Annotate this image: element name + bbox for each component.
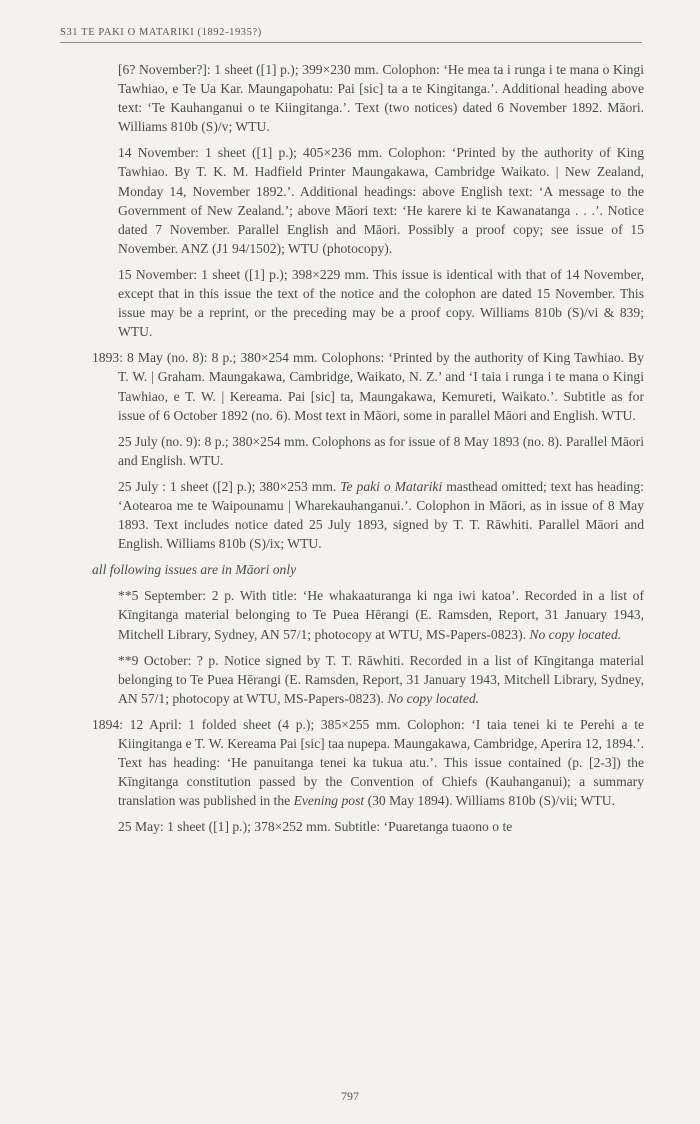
entry-text: **9 October: ? p. Notice signed by T. T. Rāwhiti. Recorded in a list of Kīngitanga material belonging to Te Puea Hērangi (E. Ramsden, Report, 31 January 1943, Mitchell Library, Sydney, AN 57/1; photocopy at WTU, MS-Papers-0823). [118,652,644,706]
entry-25-july-no9: 25 July (no. 9): 8 p.; 380×254 mm. Colophons as for issue of 8 May 1893 (no. 8). Parallel Māori and English. WTU. [118,433,644,468]
entry-text: **5 September: 2 p. With title: ‘He whakaaturanga ki nga iwi katoa’. Recorded in a list of Kīngitanga material belonging to Te Puea Hērangi (E. Ramsden, Report, 31 January 1943, Mitchell Library, Sydney, AN 57/1; photocopy at WTU, MS-Papers-0823). [118,588,644,642]
entry-text: 25 July : 1 sheet ([2] p.); 380×253 mm. [118,478,341,494]
entry-1894-12-april [92,715,644,810]
bibliography-content [92,60,644,843]
header-rule [60,42,642,43]
section-note: all following issues are in Māori only [92,562,297,578]
no-copy-note: No copy located. [529,626,622,642]
entry-text: masthead omitted; text has heading: ‘Aotearoa me te Waipounamu | Wharekauhanganui.’. Colophon in Māori, as in issue of 8 May 1893. Text includes notice dated 25 July 1893, signed by T. T. Rāwhiti. Parallel Māori and English. Williams 810b (S)/ix; WTU. [118,478,644,552]
entry-text: 1894: 12 April: 1 folded sheet (4 p.); 385×255 mm. Colophon: ‘I taia tenei ki te Perehi a te Kiingitanga e T. W. Kereama Pai [sic] taa nupepa. Maungakawa, Cambridge, Aperira 12, 1894.’. Text has heading: ‘He panuitanga tenei ka tukua atu.’. This issue contained (p. [2-3]) the Kīngitanga constitution passed by the Convention of Chiefs (Kauhanganui); a summary translation was published in the [92,716,644,809]
entry-5-september [92,586,644,643]
entry-9-october [92,651,644,708]
running-head: S31 TE PAKI O MATARIKI (1892-1935?) [60,27,262,38]
entry-15-november-1892: 15 November: 1 sheet ([1] p.); 398×229 mm. This issue is identical with that of 14 November, except that in this issue the text of the notice and the colophon are dated 15 November. This issue may be a reprint, or the preceding may be a proof copy. Williams 810b (S)/vi & 839; WTU. [118,266,644,340]
entry-25-may: 25 May: 1 sheet ([1] p.); 378×252 mm. Subtitle: ‘Puaretanga tuaono o te [118,819,513,835]
entry-25-july-sheet [92,477,644,553]
title-italic: Te paki o Matariki [340,478,443,494]
entry-1893-8-may: 1893: 8 May (no. 8): 8 p.; 380×254 mm. Colophons: ‘Printed by the authority of King Tawhiao. By T. W. | Graham. Maungakawa, Cambridge, Waikato, N. Z.’ and ‘I taia i runga i te mana o Kingi Tawhiao, e T. W. | Kereama. Pai [sic] ta, Maungakawa, Kemureti, Waikato.’. Subtitle as for issue of 6 October 1892 (no. 6). Most text in Māori, some in parallel Māori and English. WTU. [92,350,644,423]
entry-text: (30 May 1894). Williams 810b (S)/vii; WTU. [364,793,615,809]
page-number: 797 [341,1089,359,1103]
entry-14-november-1892: 14 November: 1 sheet ([1] p.); 405×236 mm. Colophon: ‘Printed by the authority of King Tawhiao. By T. K. M. Hadfield Printer Maungakawa, Cambridge Waikato. | New Zealand, Monday 14, November 1892.’. Additional headings: above English text: ‘A message to the Government of New Zealand.’; above Māori text: ‘He karere ki te Kawanatanga . . .’. Notice dated 7 November. Parallel English and Māori. Possibly a proof copy; see issue of 15 November. ANZ (J1 94/1502); WTU (photocopy). [118,145,644,256]
entry-6-november-1892: [6? November?]: 1 sheet ([1] p.); 399×230 mm. Colophon: ‘He mea ta i runga i te mana o Kingi Tawhiao, e Te Ua Kar. Maungapohatu: Pai [sic] ta a te Kingitanga.’. Additional heading above text: ‘Te Kauhanganui o te Kiingitanga.’. Text (two notices) dated 6 November 1892. Māori. Williams 810b (S)/v; WTU. [118,62,644,135]
no-copy-note: No copy located. [387,690,480,706]
title-italic: Evening post [293,793,365,809]
